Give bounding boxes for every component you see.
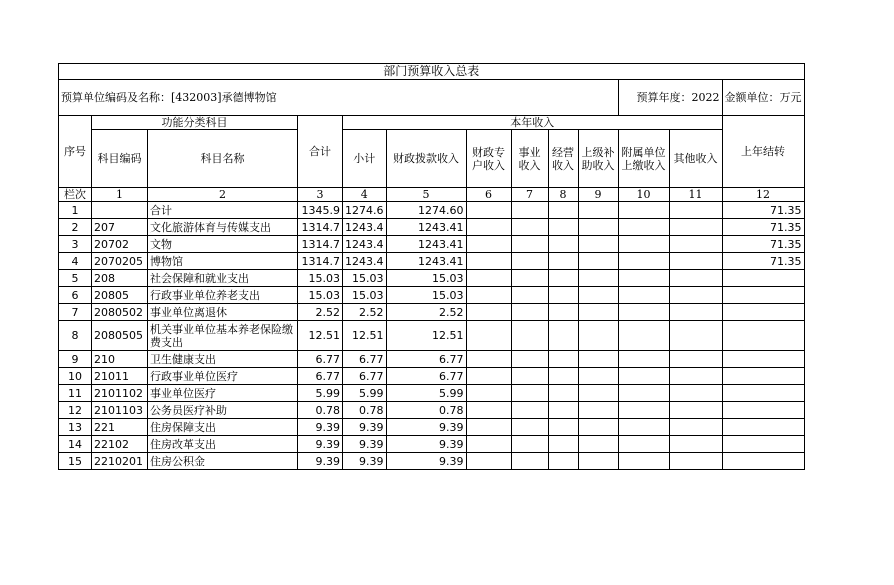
row-fiscal-special	[466, 351, 511, 368]
row-name: 住房改革支出	[148, 436, 298, 453]
row-business	[511, 270, 548, 287]
budget-year-label: 预算年度：2022	[618, 80, 722, 116]
table-row	[59, 202, 805, 219]
row-upper-subsidy	[578, 402, 618, 419]
row-upper-subsidy	[578, 202, 618, 219]
row-name: 卫生健康支出	[148, 351, 298, 368]
row-seq: 6	[59, 287, 92, 304]
row-code: 2210201	[92, 453, 148, 470]
row-upper-subsidy	[578, 436, 618, 453]
row-affiliated	[618, 402, 669, 419]
row-upper-subsidy	[578, 236, 618, 253]
row-total: 12.51	[298, 321, 343, 351]
row-fiscal: 9.39	[386, 453, 466, 470]
row-fiscal-special	[466, 436, 511, 453]
header-upper-subsidy: 上级补助收入	[578, 130, 618, 188]
row-other	[669, 287, 722, 304]
row-seq: 11	[59, 385, 92, 402]
header-other: 其他收入	[669, 130, 722, 188]
table-row	[59, 270, 805, 287]
row-operating	[548, 453, 578, 470]
table-row	[59, 304, 805, 321]
row-subtotal: 15.03	[343, 270, 387, 287]
row-total: 5.99	[298, 385, 343, 402]
row-operating	[548, 402, 578, 419]
row-subtotal: 1243.4	[343, 219, 387, 236]
row-affiliated	[618, 270, 669, 287]
table-row	[59, 453, 805, 470]
row-affiliated	[618, 253, 669, 270]
budget-income-table	[58, 63, 805, 470]
row-operating	[548, 368, 578, 385]
header-affiliated: 附属单位上缴收入	[618, 130, 669, 188]
row-operating	[548, 351, 578, 368]
table-row	[59, 436, 805, 453]
row-seq: 7	[59, 304, 92, 321]
col-number: 8	[548, 188, 578, 202]
header-fiscal: 财政拨款收入	[386, 130, 466, 188]
row-name: 博物馆	[148, 253, 298, 270]
row-subtotal: 1243.4	[343, 253, 387, 270]
row-name: 行政事业单位养老支出	[148, 287, 298, 304]
row-fiscal-special	[466, 402, 511, 419]
row-fiscal: 2.52	[386, 304, 466, 321]
row-fiscal: 5.99	[386, 385, 466, 402]
row-business	[511, 368, 548, 385]
table-row	[59, 368, 805, 385]
row-affiliated	[618, 202, 669, 219]
row-fiscal-special	[466, 253, 511, 270]
row-fiscal-special	[466, 385, 511, 402]
row-business	[511, 351, 548, 368]
row-business	[511, 321, 548, 351]
row-upper-subsidy	[578, 368, 618, 385]
row-last-year: 71.35	[722, 236, 804, 253]
row-business	[511, 219, 548, 236]
row-last-year	[722, 321, 804, 351]
row-total: 0.78	[298, 402, 343, 419]
row-business	[511, 385, 548, 402]
row-fiscal: 15.03	[386, 270, 466, 287]
row-fiscal-special	[466, 453, 511, 470]
row-subtotal: 9.39	[343, 453, 387, 470]
row-affiliated	[618, 385, 669, 402]
row-last-year: 71.35	[722, 202, 804, 219]
row-other	[669, 202, 722, 219]
row-fiscal-special	[466, 321, 511, 351]
row-upper-subsidy	[578, 253, 618, 270]
row-subtotal: 6.77	[343, 351, 387, 368]
row-business	[511, 453, 548, 470]
col-number-label: 栏次	[59, 188, 92, 202]
row-total: 1314.7	[298, 253, 343, 270]
row-seq: 5	[59, 270, 92, 287]
row-code: 2070205	[92, 253, 148, 270]
row-seq: 12	[59, 402, 92, 419]
row-other	[669, 385, 722, 402]
col-number: 6	[466, 188, 511, 202]
header-name: 科目名称	[148, 130, 298, 188]
row-affiliated	[618, 287, 669, 304]
row-seq: 15	[59, 453, 92, 470]
row-other	[669, 253, 722, 270]
row-subtotal: 2.52	[343, 304, 387, 321]
row-other	[669, 368, 722, 385]
row-fiscal-special	[466, 287, 511, 304]
row-affiliated	[618, 436, 669, 453]
row-last-year	[722, 436, 804, 453]
row-code: 221	[92, 419, 148, 436]
row-subtotal: 5.99	[343, 385, 387, 402]
row-seq: 8	[59, 321, 92, 351]
row-subtotal: 1243.4	[343, 236, 387, 253]
header-business: 事业收入	[511, 130, 548, 188]
row-upper-subsidy	[578, 287, 618, 304]
row-code: 207	[92, 219, 148, 236]
row-fiscal: 15.03	[386, 287, 466, 304]
row-other	[669, 419, 722, 436]
row-upper-subsidy	[578, 453, 618, 470]
row-total: 9.39	[298, 436, 343, 453]
row-seq: 2	[59, 219, 92, 236]
table-row	[59, 219, 805, 236]
col-number: 7	[511, 188, 548, 202]
row-fiscal-special	[466, 219, 511, 236]
row-total: 15.03	[298, 287, 343, 304]
row-other	[669, 402, 722, 419]
col-number: 11	[669, 188, 722, 202]
unit-name-label: 预算单位编码及名称：[432003]承德博物馆	[59, 80, 619, 116]
row-subtotal: 15.03	[343, 287, 387, 304]
row-code: 21011	[92, 368, 148, 385]
row-upper-subsidy	[578, 419, 618, 436]
row-other	[669, 270, 722, 287]
row-last-year	[722, 270, 804, 287]
col-number: 5	[386, 188, 466, 202]
row-name: 住房公积金	[148, 453, 298, 470]
row-name: 公务员医疗补助	[148, 402, 298, 419]
row-other	[669, 321, 722, 351]
row-name: 合计	[148, 202, 298, 219]
row-seq: 4	[59, 253, 92, 270]
row-business	[511, 304, 548, 321]
row-last-year: 71.35	[722, 219, 804, 236]
row-affiliated	[618, 419, 669, 436]
col-number: 10	[618, 188, 669, 202]
row-seq: 1	[59, 202, 92, 219]
row-total: 1314.7	[298, 236, 343, 253]
row-name: 文化旅游体育与传媒支出	[148, 219, 298, 236]
col-number: 2	[148, 188, 298, 202]
row-fiscal-special	[466, 304, 511, 321]
table-row	[59, 402, 805, 419]
row-fiscal: 1243.41	[386, 253, 466, 270]
row-code: 20805	[92, 287, 148, 304]
table-row	[59, 321, 805, 351]
row-affiliated	[618, 321, 669, 351]
row-last-year	[722, 287, 804, 304]
row-operating	[548, 436, 578, 453]
row-seq: 3	[59, 236, 92, 253]
row-affiliated	[618, 219, 669, 236]
row-affiliated	[618, 236, 669, 253]
row-last-year	[722, 453, 804, 470]
row-total: 6.77	[298, 351, 343, 368]
row-fiscal: 6.77	[386, 368, 466, 385]
row-business	[511, 287, 548, 304]
row-name: 文物	[148, 236, 298, 253]
row-operating	[548, 253, 578, 270]
row-fiscal: 12.51	[386, 321, 466, 351]
row-fiscal: 9.39	[386, 419, 466, 436]
row-name: 住房保障支出	[148, 419, 298, 436]
row-upper-subsidy	[578, 321, 618, 351]
row-upper-subsidy	[578, 304, 618, 321]
row-affiliated	[618, 368, 669, 385]
row-total: 6.77	[298, 368, 343, 385]
header-code: 科目编码	[92, 130, 148, 188]
row-business	[511, 236, 548, 253]
row-fiscal: 1243.41	[386, 219, 466, 236]
row-business	[511, 253, 548, 270]
row-fiscal-special	[466, 236, 511, 253]
row-code	[92, 202, 148, 219]
row-operating	[548, 287, 578, 304]
table-row	[59, 236, 805, 253]
col-number: 3	[298, 188, 343, 202]
row-last-year	[722, 351, 804, 368]
header-fiscal-special: 财政专户收入	[466, 130, 511, 188]
row-fiscal-special	[466, 368, 511, 385]
row-seq: 10	[59, 368, 92, 385]
row-fiscal-special	[466, 270, 511, 287]
row-other	[669, 236, 722, 253]
row-fiscal-special	[466, 419, 511, 436]
row-upper-subsidy	[578, 270, 618, 287]
row-other	[669, 436, 722, 453]
row-last-year	[722, 402, 804, 419]
row-fiscal: 1243.41	[386, 236, 466, 253]
header-last-year: 上年结转	[722, 116, 804, 188]
row-total: 2.52	[298, 304, 343, 321]
row-affiliated	[618, 304, 669, 321]
col-number: 9	[578, 188, 618, 202]
row-operating	[548, 321, 578, 351]
header-operating: 经营收入	[548, 130, 578, 188]
row-business	[511, 436, 548, 453]
row-upper-subsidy	[578, 219, 618, 236]
row-name: 事业单位离退休	[148, 304, 298, 321]
row-code: 22102	[92, 436, 148, 453]
row-code: 2101103	[92, 402, 148, 419]
row-subtotal: 0.78	[343, 402, 387, 419]
row-business	[511, 419, 548, 436]
row-subtotal: 9.39	[343, 436, 387, 453]
row-business	[511, 402, 548, 419]
row-upper-subsidy	[578, 385, 618, 402]
row-total: 1314.7	[298, 219, 343, 236]
row-subtotal: 6.77	[343, 368, 387, 385]
row-total: 15.03	[298, 270, 343, 287]
row-total: 1345.9	[298, 202, 343, 219]
header-total: 合计	[298, 116, 343, 188]
row-last-year	[722, 304, 804, 321]
col-number: 1	[92, 188, 148, 202]
row-fiscal: 1274.60	[386, 202, 466, 219]
row-last-year	[722, 385, 804, 402]
row-total: 9.39	[298, 453, 343, 470]
row-name: 机关事业单位基本养老保险缴费支出	[148, 321, 298, 351]
row-subtotal: 1274.6	[343, 202, 387, 219]
row-name: 事业单位医疗	[148, 385, 298, 402]
row-operating	[548, 219, 578, 236]
row-last-year	[722, 419, 804, 436]
header-seq: 序号	[59, 116, 92, 188]
table-row	[59, 287, 805, 304]
row-operating	[548, 202, 578, 219]
row-seq: 13	[59, 419, 92, 436]
row-operating	[548, 236, 578, 253]
row-fiscal-special	[466, 202, 511, 219]
row-code: 208	[92, 270, 148, 287]
col-number: 12	[722, 188, 804, 202]
row-other	[669, 304, 722, 321]
row-affiliated	[618, 351, 669, 368]
row-seq: 14	[59, 436, 92, 453]
row-fiscal: 6.77	[386, 351, 466, 368]
row-code: 2101102	[92, 385, 148, 402]
row-seq: 9	[59, 351, 92, 368]
table-title: 部门预算收入总表	[59, 64, 805, 80]
table-row	[59, 419, 805, 436]
row-upper-subsidy	[578, 351, 618, 368]
row-name: 社会保障和就业支出	[148, 270, 298, 287]
row-subtotal: 12.51	[343, 321, 387, 351]
row-operating	[548, 304, 578, 321]
row-last-year	[722, 368, 804, 385]
row-operating	[548, 385, 578, 402]
row-code: 210	[92, 351, 148, 368]
row-total: 9.39	[298, 419, 343, 436]
row-name: 行政事业单位医疗	[148, 368, 298, 385]
header-func-group: 功能分类科目	[92, 116, 298, 130]
row-operating	[548, 270, 578, 287]
row-other	[669, 219, 722, 236]
table-row	[59, 351, 805, 368]
row-other	[669, 453, 722, 470]
row-code: 2080505	[92, 321, 148, 351]
row-fiscal: 0.78	[386, 402, 466, 419]
row-last-year: 71.35	[722, 253, 804, 270]
row-subtotal: 9.39	[343, 419, 387, 436]
col-number: 4	[343, 188, 387, 202]
row-business	[511, 202, 548, 219]
row-code: 20702	[92, 236, 148, 253]
row-other	[669, 351, 722, 368]
row-operating	[548, 419, 578, 436]
table-row	[59, 385, 805, 402]
row-code: 2080502	[92, 304, 148, 321]
header-this-year: 本年收入	[343, 116, 723, 130]
table-row	[59, 253, 805, 270]
header-subtotal: 小计	[343, 130, 387, 188]
row-fiscal: 9.39	[386, 436, 466, 453]
money-unit-label: 金额单位：万元	[722, 80, 804, 116]
row-affiliated	[618, 453, 669, 470]
